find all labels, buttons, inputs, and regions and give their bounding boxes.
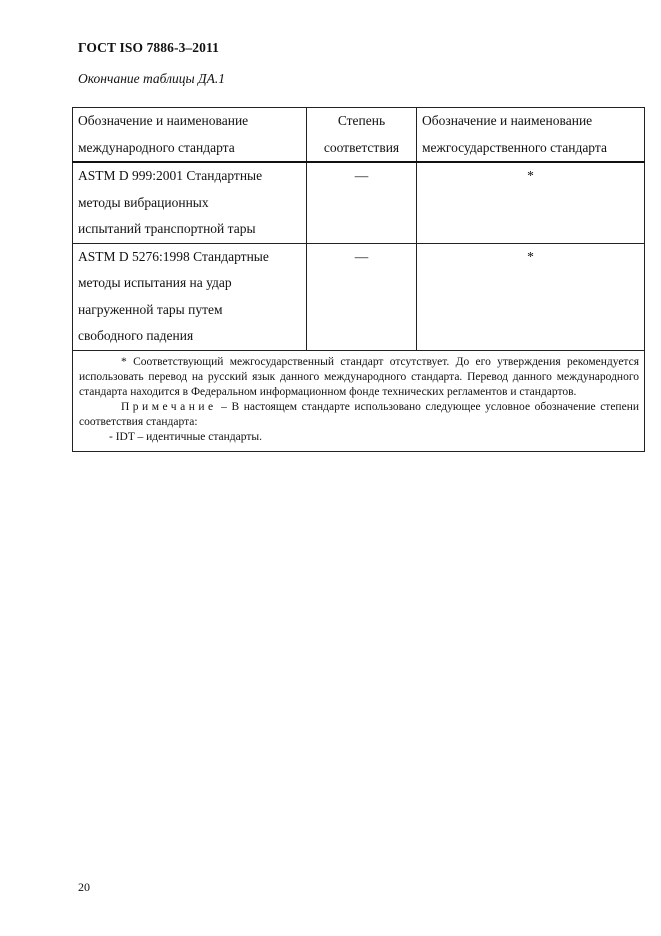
header-international-standard (73, 108, 307, 163)
document-header: ГОСТ ISO 7886-3–2011 (78, 40, 219, 55)
notes-row (73, 350, 645, 451)
cell-international-standard (73, 162, 307, 243)
cell-text: методы испытания на удар (78, 275, 232, 290)
header-text: межгосударственного стандарта (422, 139, 607, 155)
standards-table (72, 107, 645, 452)
note-list-item: - IDT – идентичные стандарты. (109, 430, 262, 443)
note-label: Примечание (121, 400, 217, 413)
header-text: Обозначение и наименование (78, 113, 249, 128)
table-header-row (73, 108, 645, 163)
cell-degree: — (307, 243, 417, 350)
table-caption: Окончание таблицы ДА.1 (78, 71, 225, 86)
cell-text: испытаний транспортной тары (78, 221, 256, 236)
cell-text: свободного падения (78, 328, 194, 343)
cell-interstate-standard: * (417, 243, 645, 350)
note-text: – В настоящем стандарте использовано следующее условное обозначение степени соответствия стандарта: (79, 400, 639, 428)
cell-interstate-standard: * (417, 162, 645, 243)
notes-cell (73, 350, 645, 451)
header-degree (307, 108, 417, 163)
note-paragraph (79, 400, 639, 430)
header-interstate-standard (417, 108, 645, 163)
cell-international-standard (73, 243, 307, 350)
footnote-text: * Соответствующий межгосударственный стандарт отсутствует. До его утверждения рекомендуется использовать перевод на русский язык данного международного стандарта. Перевод данного международного стандарта находится в Федеральном информационном фонде технических регламентов и стандартов. (79, 355, 639, 398)
table-row (73, 162, 645, 243)
cell-text: ASTM D 5276:1998 Стандартные (78, 248, 269, 264)
cell-text: ASTM D 999:2001 Стандартные (78, 168, 263, 183)
cell-degree: — (307, 162, 417, 243)
header-text: международного стандарта (78, 139, 235, 155)
header-text: Степень (337, 113, 386, 128)
header-text: Обозначение и наименование (422, 113, 593, 128)
page-number: 20 (78, 880, 90, 894)
header-text: соответствия (323, 139, 400, 155)
table-row (73, 243, 645, 350)
cell-text: нагруженной тары путем (78, 301, 223, 317)
cell-text: методы вибрационных (78, 194, 209, 210)
